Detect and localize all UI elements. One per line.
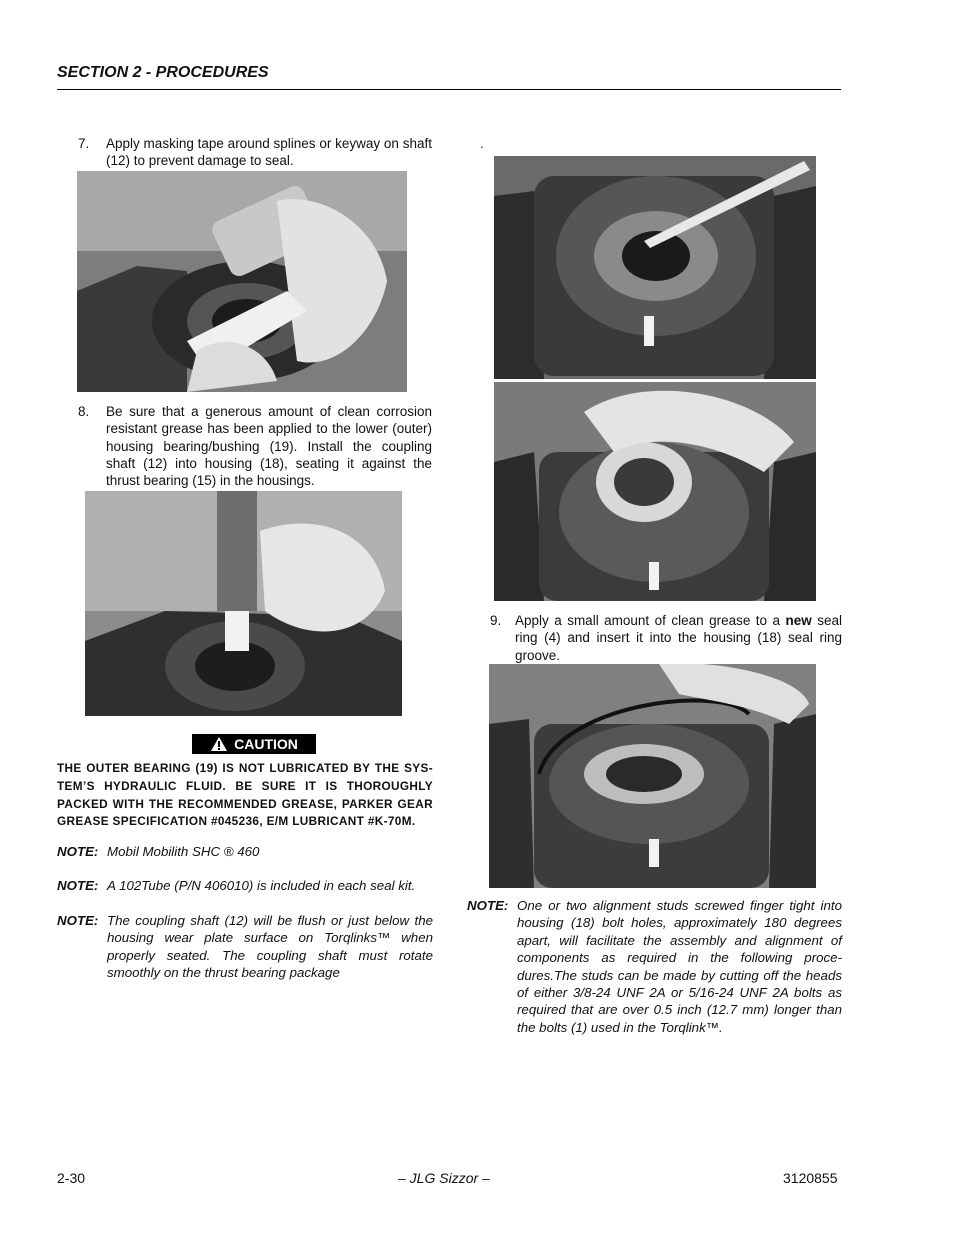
note-coupling-shaft-seated: [57, 912, 433, 984]
photo-greasing-housing: [494, 156, 816, 379]
step-text-part: Apply a small amount of clean grease to a: [515, 613, 786, 628]
step-text: [515, 612, 842, 664]
photo-masking-tape-on-shaft: [77, 171, 407, 392]
step-text: Be sure that a generous amount of clean corrosion resistant grease has been applied to the lower (outer) housing bearing/bushing (19). Install the coupling shaft (12) into housing (18), seating it against the thrust bearing (15) in the housings.: [106, 404, 432, 489]
note-text: The coupling shaft (12) will be flush or just below the housing wear plate surface on Torqlinks™ when properly seated. The coupling shaft must rotate smoothly on the thrust bearing package: [107, 913, 433, 981]
step-number: 7.: [78, 136, 90, 151]
warning-triangle-icon: [210, 736, 228, 752]
note-text: A 102Tube (P/N 406010) is included in each seal kit.: [107, 878, 416, 893]
header-divider: [57, 89, 841, 90]
note-alignment-studs: [467, 897, 842, 1037]
step-7: [78, 135, 432, 171]
note-label: NOTE:: [467, 898, 509, 913]
page-number: 2-30: [57, 1170, 86, 1186]
note-label: NOTE:: [57, 913, 99, 928]
note-text: One or two alignment studs screwed finger tight into housing (18) bolt holes, approximately 180 degrees apart, will facilitate the assembly and alignment of components as required in the following proce-dures.The studs can be made by cutting off the heads of either 3/8-24 UNF 2A or 5/16-24 UNF 2A bolts as required that are over 0.5 inch (12.7 mm) longer than the bolts (1) used in the Torqlink™.: [517, 898, 842, 1035]
step-text-part: seal ring (4) and insert it into the housing (18) seal ring groove.: [515, 613, 842, 663]
caution-banner: [192, 734, 316, 754]
document-number: 3120855: [783, 1170, 838, 1186]
note-label: NOTE:: [57, 844, 99, 859]
step-9: [490, 612, 842, 664]
step-8: [78, 403, 432, 491]
note-seal-kit-tube: [57, 877, 433, 895]
stray-period: .: [480, 136, 484, 151]
photo-thrust-bearing-install: [494, 382, 816, 601]
step-number: 8.: [78, 404, 90, 419]
photo-seal-ring-groove: [489, 664, 816, 888]
photo-install-coupling-shaft: [85, 491, 402, 716]
section-title: SECTION 2 - PROCEDURES: [57, 64, 269, 81]
note-lubricant: [57, 843, 433, 861]
note-text: Mobil Mobilith SHC ® 460: [107, 844, 260, 859]
step-text-emphasis: new: [785, 613, 812, 628]
caution-text: THE OUTER BEARING (19) IS NOT LUBRICATED BY THE SYS-TEM’S HYDRAULIC FLUID. BE SURE IT IS THOROUGHLY PACKED WITH THE RECOMMENDED GREASE, PARKER GEAR GREASE SPECIFICATION #045236, E/M LUBRICANT #K-70M.: [57, 761, 433, 829]
caution-label: CAUTION: [234, 736, 298, 752]
footer-title: – JLG Sizzor –: [398, 1170, 490, 1186]
step-text: Apply masking tape around splines or keyway on shaft (12) to prevent damage to seal.: [106, 136, 432, 169]
step-number: 9.: [490, 613, 502, 628]
note-label: NOTE:: [57, 878, 99, 893]
